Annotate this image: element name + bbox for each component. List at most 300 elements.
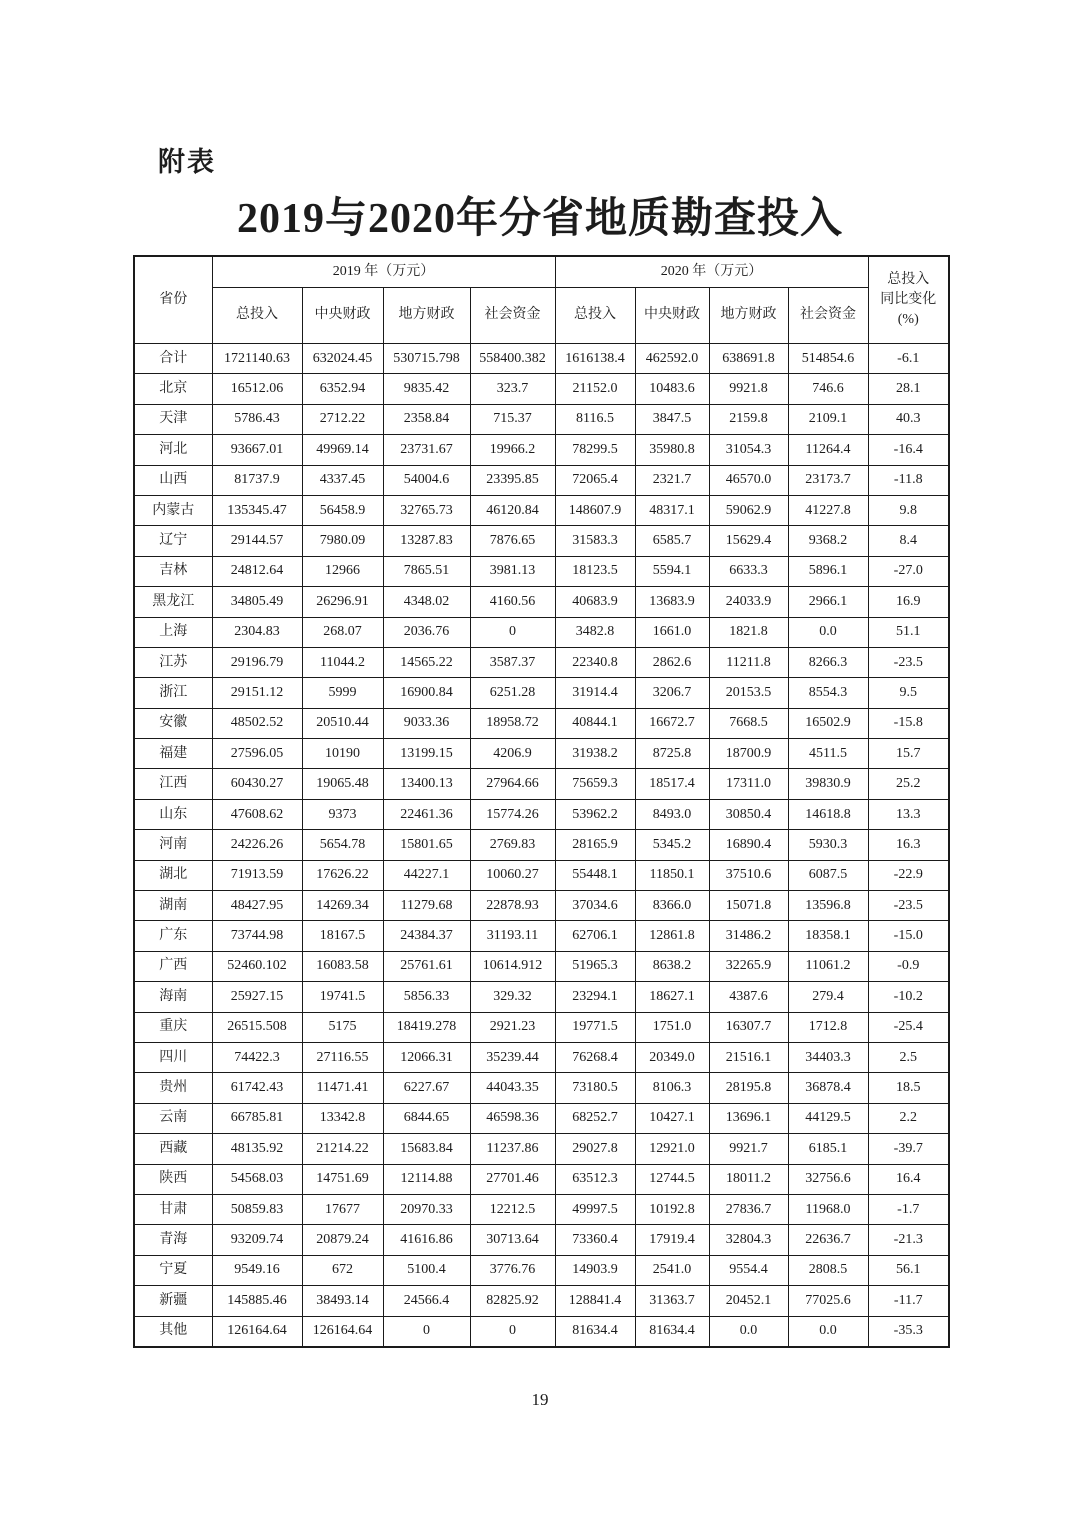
value-cell: 77025.6	[788, 1286, 868, 1316]
value-cell: 6585.7	[635, 526, 709, 556]
value-cell: 13287.83	[383, 526, 470, 556]
value-cell: 32265.9	[709, 951, 788, 981]
table-body	[134, 344, 949, 1347]
value-cell: 75659.3	[555, 769, 635, 799]
value-cell: 61742.43	[212, 1073, 302, 1103]
value-cell: 279.4	[788, 982, 868, 1012]
table-row	[134, 1103, 949, 1133]
province-cell: 重庆	[134, 1012, 212, 1042]
value-cell: 7980.09	[302, 526, 383, 556]
value-cell: 18.5	[868, 1073, 949, 1103]
value-cell: 9921.8	[709, 374, 788, 404]
value-cell: 48502.52	[212, 708, 302, 738]
value-cell: 4511.5	[788, 739, 868, 769]
value-cell: 19771.5	[555, 1012, 635, 1042]
value-cell: 126164.64	[302, 1316, 383, 1347]
value-cell: 2321.7	[635, 465, 709, 495]
table-row	[134, 1255, 949, 1285]
value-cell: -27.0	[868, 556, 949, 586]
value-cell: -15.0	[868, 921, 949, 951]
header-change-line-1: 总投入	[887, 271, 930, 287]
province-cell: 湖南	[134, 891, 212, 921]
value-cell: 268.07	[302, 617, 383, 647]
value-cell: 11237.86	[470, 1134, 555, 1164]
value-cell: 8366.0	[635, 891, 709, 921]
value-cell: 46120.84	[470, 495, 555, 525]
value-cell: 46598.36	[470, 1103, 555, 1133]
value-cell: 10614.912	[470, 951, 555, 981]
value-cell: 6352.94	[302, 374, 383, 404]
value-cell: 17626.22	[302, 860, 383, 890]
value-cell: 12744.5	[635, 1164, 709, 1194]
value-cell: 11968.0	[788, 1194, 868, 1224]
table-row	[134, 860, 949, 890]
province-cell: 海南	[134, 982, 212, 1012]
value-cell: 15629.4	[709, 526, 788, 556]
value-cell: 31486.2	[709, 921, 788, 951]
value-cell: 81634.4	[635, 1316, 709, 1347]
value-cell: 8106.3	[635, 1073, 709, 1103]
header-2020-total: 总投入	[555, 288, 635, 344]
value-cell: 323.7	[470, 374, 555, 404]
header-2019-central: 中央财政	[302, 288, 383, 344]
table-row	[134, 556, 949, 586]
value-cell: 20970.33	[383, 1194, 470, 1224]
value-cell: 2769.83	[470, 830, 555, 860]
value-cell: 2808.5	[788, 1255, 868, 1285]
value-cell: 76268.4	[555, 1042, 635, 1072]
value-cell: 12861.8	[635, 921, 709, 951]
province-cell: 青海	[134, 1225, 212, 1255]
table-row	[134, 465, 949, 495]
value-cell: -11.7	[868, 1286, 949, 1316]
value-cell: 13199.15	[383, 739, 470, 769]
value-cell: 18358.1	[788, 921, 868, 951]
value-cell: 25.2	[868, 769, 949, 799]
value-cell: 63512.3	[555, 1164, 635, 1194]
value-cell: 29151.12	[212, 678, 302, 708]
value-cell: 3482.8	[555, 617, 635, 647]
value-cell: 73180.5	[555, 1073, 635, 1103]
province-cell: 江西	[134, 769, 212, 799]
value-cell: 10427.1	[635, 1103, 709, 1133]
value-cell: 148607.9	[555, 495, 635, 525]
value-cell: 66785.81	[212, 1103, 302, 1133]
value-cell: 40683.9	[555, 587, 635, 617]
table-row	[134, 678, 949, 708]
value-cell: 41616.86	[383, 1225, 470, 1255]
header-change	[868, 256, 949, 344]
value-cell: 13596.8	[788, 891, 868, 921]
table-row	[134, 982, 949, 1012]
value-cell: 9033.36	[383, 708, 470, 738]
value-cell: 3587.37	[470, 647, 555, 677]
table-row	[134, 1164, 949, 1194]
value-cell: 12066.31	[383, 1042, 470, 1072]
value-cell: 14751.69	[302, 1164, 383, 1194]
table-row	[134, 708, 949, 738]
value-cell: 29144.57	[212, 526, 302, 556]
value-cell: 2159.8	[709, 404, 788, 434]
value-cell: 2541.0	[635, 1255, 709, 1285]
value-cell: 16512.06	[212, 374, 302, 404]
value-cell: 13400.13	[383, 769, 470, 799]
value-cell: 21152.0	[555, 374, 635, 404]
header-2019-total: 总投入	[212, 288, 302, 344]
value-cell: 16672.7	[635, 708, 709, 738]
value-cell: 14618.8	[788, 799, 868, 829]
province-cell: 四川	[134, 1042, 212, 1072]
value-cell: 17677	[302, 1194, 383, 1224]
value-cell: 49997.5	[555, 1194, 635, 1224]
value-cell: 11061.2	[788, 951, 868, 981]
value-cell: 16083.58	[302, 951, 383, 981]
table-row	[134, 1316, 949, 1347]
header-change-line-3: (%)	[897, 312, 919, 328]
table-row	[134, 891, 949, 921]
province-cell: 上海	[134, 617, 212, 647]
table-row	[134, 617, 949, 647]
value-cell: 715.37	[470, 404, 555, 434]
value-cell: 37510.6	[709, 860, 788, 890]
value-cell: 2.5	[868, 1042, 949, 1072]
value-cell: 0	[470, 1316, 555, 1347]
value-cell: 16.3	[868, 830, 949, 860]
value-cell: 558400.382	[470, 344, 555, 374]
value-cell: 6251.28	[470, 678, 555, 708]
table-row	[134, 1134, 949, 1164]
value-cell: 18700.9	[709, 739, 788, 769]
value-cell: 24384.37	[383, 921, 470, 951]
value-cell: 0	[470, 617, 555, 647]
value-cell: 52460.102	[212, 951, 302, 981]
value-cell: 73744.98	[212, 921, 302, 951]
province-cell: 浙江	[134, 678, 212, 708]
value-cell: 11264.4	[788, 435, 868, 465]
province-cell: 新疆	[134, 1286, 212, 1316]
value-cell: 3776.76	[470, 1255, 555, 1285]
table-row	[134, 374, 949, 404]
value-cell: 3847.5	[635, 404, 709, 434]
value-cell: 9.8	[868, 495, 949, 525]
value-cell: 8554.3	[788, 678, 868, 708]
table-row	[134, 526, 949, 556]
value-cell: 126164.64	[212, 1316, 302, 1347]
value-cell: 135345.47	[212, 495, 302, 525]
value-cell: 3981.13	[470, 556, 555, 586]
value-cell: 53962.2	[555, 799, 635, 829]
value-cell: 72065.4	[555, 465, 635, 495]
value-cell: 27836.7	[709, 1194, 788, 1224]
province-cell: 福建	[134, 739, 212, 769]
page-title: 2019与2020年分省地质勘查投入	[236, 196, 843, 242]
value-cell: 27116.55	[302, 1042, 383, 1072]
header-sub-row	[134, 288, 949, 344]
value-cell: 26296.91	[302, 587, 383, 617]
value-cell: 3206.7	[635, 678, 709, 708]
value-cell: 24812.64	[212, 556, 302, 586]
value-cell: 13696.1	[709, 1103, 788, 1133]
header-year-row	[134, 256, 949, 288]
value-cell: 9921.7	[709, 1134, 788, 1164]
value-cell: 16502.9	[788, 708, 868, 738]
value-cell: -39.7	[868, 1134, 949, 1164]
header-2020-local: 地方财政	[709, 288, 788, 344]
value-cell: 15071.8	[709, 891, 788, 921]
value-cell: 6844.65	[383, 1103, 470, 1133]
value-cell: 13.3	[868, 799, 949, 829]
value-cell: -15.8	[868, 708, 949, 738]
value-cell: 23395.85	[470, 465, 555, 495]
value-cell: 31938.2	[555, 739, 635, 769]
value-cell: 15801.65	[383, 830, 470, 860]
value-cell: 8116.5	[555, 404, 635, 434]
province-cell: 安徽	[134, 708, 212, 738]
value-cell: 6227.67	[383, 1073, 470, 1103]
value-cell: 15.7	[868, 739, 949, 769]
value-cell: 68252.7	[555, 1103, 635, 1133]
value-cell: -0.9	[868, 951, 949, 981]
value-cell: 8266.3	[788, 647, 868, 677]
value-cell: 5100.4	[383, 1255, 470, 1285]
value-cell: 14903.9	[555, 1255, 635, 1285]
value-cell: 18011.2	[709, 1164, 788, 1194]
province-cell: 天津	[134, 404, 212, 434]
value-cell: 8493.0	[635, 799, 709, 829]
value-cell: -16.4	[868, 435, 949, 465]
value-cell: -21.3	[868, 1225, 949, 1255]
header-change-line-2: 同比变化	[880, 291, 937, 307]
value-cell: 15774.26	[470, 799, 555, 829]
value-cell: 56.1	[868, 1255, 949, 1285]
value-cell: 6185.1	[788, 1134, 868, 1164]
value-cell: 38493.14	[302, 1286, 383, 1316]
value-cell: 14269.34	[302, 891, 383, 921]
value-cell: 22340.8	[555, 647, 635, 677]
value-cell: 30850.4	[709, 799, 788, 829]
value-cell: 31193.11	[470, 921, 555, 951]
value-cell: 4206.9	[470, 739, 555, 769]
value-cell: 40844.1	[555, 708, 635, 738]
value-cell: 20452.1	[709, 1286, 788, 1316]
header-group-2020: 2020 年（万元）	[555, 256, 868, 288]
value-cell: 16900.84	[383, 678, 470, 708]
province-cell: 山东	[134, 799, 212, 829]
value-cell: 81737.9	[212, 465, 302, 495]
value-cell: 30713.64	[470, 1225, 555, 1255]
table-row	[134, 830, 949, 860]
value-cell: 8638.2	[635, 951, 709, 981]
province-cell: 内蒙古	[134, 495, 212, 525]
value-cell: 16.4	[868, 1164, 949, 1194]
value-cell: 35239.44	[470, 1042, 555, 1072]
province-cell: 陕西	[134, 1164, 212, 1194]
value-cell: 1712.8	[788, 1012, 868, 1042]
value-cell: 31363.7	[635, 1286, 709, 1316]
value-cell: 82825.92	[470, 1286, 555, 1316]
province-cell: 吉林	[134, 556, 212, 586]
value-cell: 39830.9	[788, 769, 868, 799]
value-cell: 46570.0	[709, 465, 788, 495]
value-cell: 9373	[302, 799, 383, 829]
value-cell: 530715.798	[383, 344, 470, 374]
value-cell: 71913.59	[212, 860, 302, 890]
value-cell: 0.0	[788, 1316, 868, 1347]
value-cell: 23173.7	[788, 465, 868, 495]
value-cell: 22461.36	[383, 799, 470, 829]
value-cell: -6.1	[868, 344, 949, 374]
value-cell: 25761.61	[383, 951, 470, 981]
table-row	[134, 344, 949, 374]
value-cell: 37034.6	[555, 891, 635, 921]
value-cell: 18958.72	[470, 708, 555, 738]
value-cell: 34403.3	[788, 1042, 868, 1072]
value-cell: 5930.3	[788, 830, 868, 860]
table-row	[134, 1042, 949, 1072]
value-cell: 672	[302, 1255, 383, 1285]
value-cell: 329.32	[470, 982, 555, 1012]
value-cell: 54568.03	[212, 1164, 302, 1194]
value-cell: 56458.9	[302, 495, 383, 525]
province-cell: 合计	[134, 344, 212, 374]
value-cell: 44043.35	[470, 1073, 555, 1103]
value-cell: 19065.48	[302, 769, 383, 799]
value-cell: 8.4	[868, 526, 949, 556]
table-row	[134, 1073, 949, 1103]
province-cell: 北京	[134, 374, 212, 404]
value-cell: 20510.44	[302, 708, 383, 738]
province-cell: 广西	[134, 951, 212, 981]
province-cell: 河南	[134, 830, 212, 860]
value-cell: 16890.4	[709, 830, 788, 860]
table-row	[134, 435, 949, 465]
value-cell: 18627.1	[635, 982, 709, 1012]
value-cell: 2109.1	[788, 404, 868, 434]
value-cell: 24566.4	[383, 1286, 470, 1316]
value-cell: -22.9	[868, 860, 949, 890]
table-row	[134, 799, 949, 829]
header-2020-social: 社会资金	[788, 288, 868, 344]
value-cell: -25.4	[868, 1012, 949, 1042]
value-cell: 28195.8	[709, 1073, 788, 1103]
value-cell: 24033.9	[709, 587, 788, 617]
value-cell: 12114.88	[383, 1164, 470, 1194]
value-cell: 2036.76	[383, 617, 470, 647]
table-row	[134, 1225, 949, 1255]
header-2019-local: 地方财政	[383, 288, 470, 344]
value-cell: 34805.49	[212, 587, 302, 617]
value-cell: 5345.2	[635, 830, 709, 860]
header-province: 省份	[134, 256, 212, 344]
value-cell: 47608.62	[212, 799, 302, 829]
value-cell: 32756.6	[788, 1164, 868, 1194]
province-cell: 广东	[134, 921, 212, 951]
value-cell: 29196.79	[212, 647, 302, 677]
province-cell: 宁夏	[134, 1255, 212, 1285]
value-cell: 23731.67	[383, 435, 470, 465]
value-cell: 81634.4	[555, 1316, 635, 1347]
value-cell: 93667.01	[212, 435, 302, 465]
value-cell: 9835.42	[383, 374, 470, 404]
value-cell: 5594.1	[635, 556, 709, 586]
value-cell: -10.2	[868, 982, 949, 1012]
value-cell: 20153.5	[709, 678, 788, 708]
value-cell: 31583.3	[555, 526, 635, 556]
province-cell: 山西	[134, 465, 212, 495]
value-cell: 19741.5	[302, 982, 383, 1012]
value-cell: 4387.6	[709, 982, 788, 1012]
value-cell: 17311.0	[709, 769, 788, 799]
value-cell: 44227.1	[383, 860, 470, 890]
value-cell: 8725.8	[635, 739, 709, 769]
value-cell: 128841.4	[555, 1286, 635, 1316]
value-cell: 13683.9	[635, 587, 709, 617]
value-cell: 746.6	[788, 374, 868, 404]
value-cell: 11471.41	[302, 1073, 383, 1103]
table-header	[134, 256, 949, 344]
value-cell: 27596.05	[212, 739, 302, 769]
value-cell: 2.2	[868, 1103, 949, 1133]
value-cell: 20879.24	[302, 1225, 383, 1255]
value-cell: 6633.3	[709, 556, 788, 586]
value-cell: 5786.43	[212, 404, 302, 434]
value-cell: 28165.9	[555, 830, 635, 860]
value-cell: 12921.0	[635, 1134, 709, 1164]
province-cell: 江苏	[134, 647, 212, 677]
value-cell: 0.0	[788, 617, 868, 647]
table-row	[134, 1012, 949, 1042]
value-cell: 6087.5	[788, 860, 868, 890]
table-row	[134, 951, 949, 981]
value-cell: 16307.7	[709, 1012, 788, 1042]
value-cell: 4337.45	[302, 465, 383, 495]
value-cell: 60430.27	[212, 769, 302, 799]
table-row	[134, 769, 949, 799]
value-cell: -23.5	[868, 891, 949, 921]
header-group-2019: 2019 年（万元）	[212, 256, 555, 288]
value-cell: 1821.8	[709, 617, 788, 647]
value-cell: 11850.1	[635, 860, 709, 890]
value-cell: 10060.27	[470, 860, 555, 890]
value-cell: 2358.84	[383, 404, 470, 434]
value-cell: 11279.68	[383, 891, 470, 921]
header-2020-central: 中央财政	[635, 288, 709, 344]
value-cell: 23294.1	[555, 982, 635, 1012]
value-cell: 4348.02	[383, 587, 470, 617]
value-cell: 9549.16	[212, 1255, 302, 1285]
value-cell: 51.1	[868, 617, 949, 647]
value-cell: 632024.45	[302, 344, 383, 374]
value-cell: 54004.6	[383, 465, 470, 495]
value-cell: 19966.2	[470, 435, 555, 465]
page-number: 19	[531, 1390, 549, 1409]
value-cell: 93209.74	[212, 1225, 302, 1255]
investment-table	[133, 255, 950, 1348]
value-cell: 32804.3	[709, 1225, 788, 1255]
province-cell: 甘肃	[134, 1194, 212, 1224]
value-cell: 50859.83	[212, 1194, 302, 1224]
value-cell: 74422.3	[212, 1042, 302, 1072]
value-cell: 35980.8	[635, 435, 709, 465]
value-cell: 10483.6	[635, 374, 709, 404]
table-row	[134, 647, 949, 677]
province-cell: 贵州	[134, 1073, 212, 1103]
value-cell: 5856.33	[383, 982, 470, 1012]
value-cell: 638691.8	[709, 344, 788, 374]
value-cell: 12966	[302, 556, 383, 586]
value-cell: 59062.9	[709, 495, 788, 525]
value-cell: 44129.5	[788, 1103, 868, 1133]
